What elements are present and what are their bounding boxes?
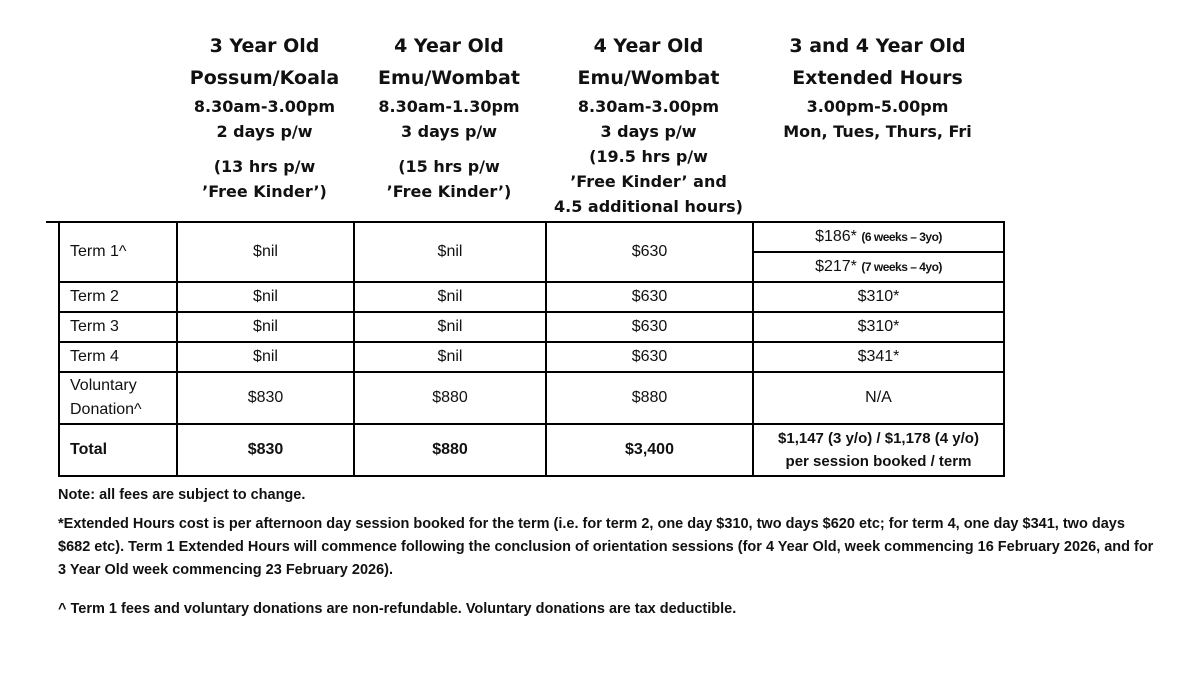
row-label-line: Donation^	[70, 401, 142, 418]
column-hours: 8.30am-3.00pm	[577, 97, 720, 116]
fee-cell: $630	[546, 282, 753, 312]
fee-cell: $nil	[177, 342, 354, 372]
column-extra: ’Free Kinder’)	[202, 182, 327, 201]
column-header-4yo-emu-wombat-long	[545, 30, 752, 219]
column-days: Mon, Tues, Thurs, Fri	[783, 122, 972, 141]
column-group: Possum/Koala	[189, 67, 340, 89]
fee-note: (7 weeks – 4yo)	[861, 260, 942, 274]
fee-cell: $nil	[354, 342, 546, 372]
column-extra: (15 hrs p/w	[398, 157, 500, 176]
fee-cell: $310*	[753, 312, 1004, 342]
fee-note: (6 weeks – 3yo)	[861, 230, 942, 244]
fee-cell: $830	[177, 372, 354, 424]
table-row	[59, 312, 1004, 342]
total-cell: $3,400	[546, 424, 753, 476]
total-cell-extended	[753, 424, 1004, 476]
table-row-total	[59, 424, 1004, 476]
column-group: Extended Hours	[792, 67, 963, 89]
fee-cell: $880	[546, 372, 753, 424]
fees-table	[58, 221, 1005, 477]
column-days: 2 days p/w	[216, 122, 313, 141]
fee-cell: $630	[546, 342, 753, 372]
row-label: Total	[59, 424, 177, 476]
row-label-line: Voluntary	[70, 377, 137, 394]
row-label: Term 2	[59, 282, 177, 312]
row-label: Term 4	[59, 342, 177, 372]
column-group: Emu/Wombat	[577, 67, 720, 89]
fee-cell: $880	[354, 372, 546, 424]
fee-value: $186*	[815, 228, 857, 245]
row-label: Term 3	[59, 312, 177, 342]
total-cell: $830	[177, 424, 354, 476]
row-label	[59, 372, 177, 424]
column-group: Emu/Wombat	[378, 67, 520, 89]
fee-cell: $nil	[177, 222, 354, 282]
fee-cell: $nil	[354, 282, 546, 312]
fee-cell-extended-3yo	[753, 222, 1004, 252]
total-line: per session booked / term	[785, 453, 972, 470]
fee-cell: $nil	[177, 282, 354, 312]
table-row	[59, 282, 1004, 312]
column-header-3yo-possum-koala	[176, 30, 353, 204]
note-fees-change: Note: all fees are subject to change.	[58, 487, 306, 503]
column-header-4yo-emu-wombat-short	[353, 30, 545, 204]
fee-cell: $630	[546, 222, 753, 282]
column-days: 3 days p/w	[400, 122, 498, 141]
column-extra: (19.5 hrs p/w	[589, 147, 708, 166]
fee-cell: $310*	[753, 282, 1004, 312]
fee-value: $217*	[815, 258, 857, 275]
note-refund-policy: ^ Term 1 fees and voluntary donations are non-refundable. Voluntary donations are tax deductible.	[58, 601, 737, 617]
fee-cell: $630	[546, 312, 753, 342]
column-hours: 8.30am-3.00pm	[193, 97, 336, 116]
table-row-donation	[59, 372, 1004, 424]
column-extra: 4.5 additional hours)	[554, 197, 743, 216]
fee-cell: $nil	[177, 312, 354, 342]
column-hours: 3.00pm-5.00pm	[806, 97, 949, 116]
fee-cell: $nil	[354, 222, 546, 282]
fee-cell-extended-4yo	[753, 252, 1004, 282]
total-line: $1,147 (3 y/o) / $1,178 (4 y/o)	[778, 430, 979, 447]
fee-cell: $341*	[753, 342, 1004, 372]
column-title: 4 Year Old	[394, 35, 504, 57]
table-row-term1	[59, 222, 1004, 252]
column-extra: ’Free Kinder’)	[386, 182, 512, 201]
fee-cell: N/A	[753, 372, 1004, 424]
column-title: 3 Year Old	[209, 35, 320, 57]
column-header-extended-hours	[752, 30, 1003, 144]
column-days: 3 days p/w	[600, 122, 697, 141]
row-label: Term 1^	[59, 222, 177, 282]
column-extra: ’Free Kinder’ and	[570, 172, 727, 191]
column-title: 3 and 4 Year Old	[789, 35, 966, 57]
column-extra: (13 hrs p/w	[213, 157, 316, 176]
column-title: 4 Year Old	[593, 35, 704, 57]
total-cell: $880	[354, 424, 546, 476]
fee-cell: $nil	[354, 312, 546, 342]
column-hours: 8.30am-1.30pm	[378, 97, 520, 116]
note-extended-hours: *Extended Hours cost is per afternoon day session booked for the term (i.e. for term 2, one day $310, two days $620 etc; for term 4, one day $341, two days $682 etc). Term 1 Extended Hours will commence following the conclusion of orientation sessions (for 4 Year Old, week commencing 16 February 2026, and for 3 Year Old week commencing 23 February 2026).	[58, 516, 1154, 578]
table-row	[59, 342, 1004, 372]
